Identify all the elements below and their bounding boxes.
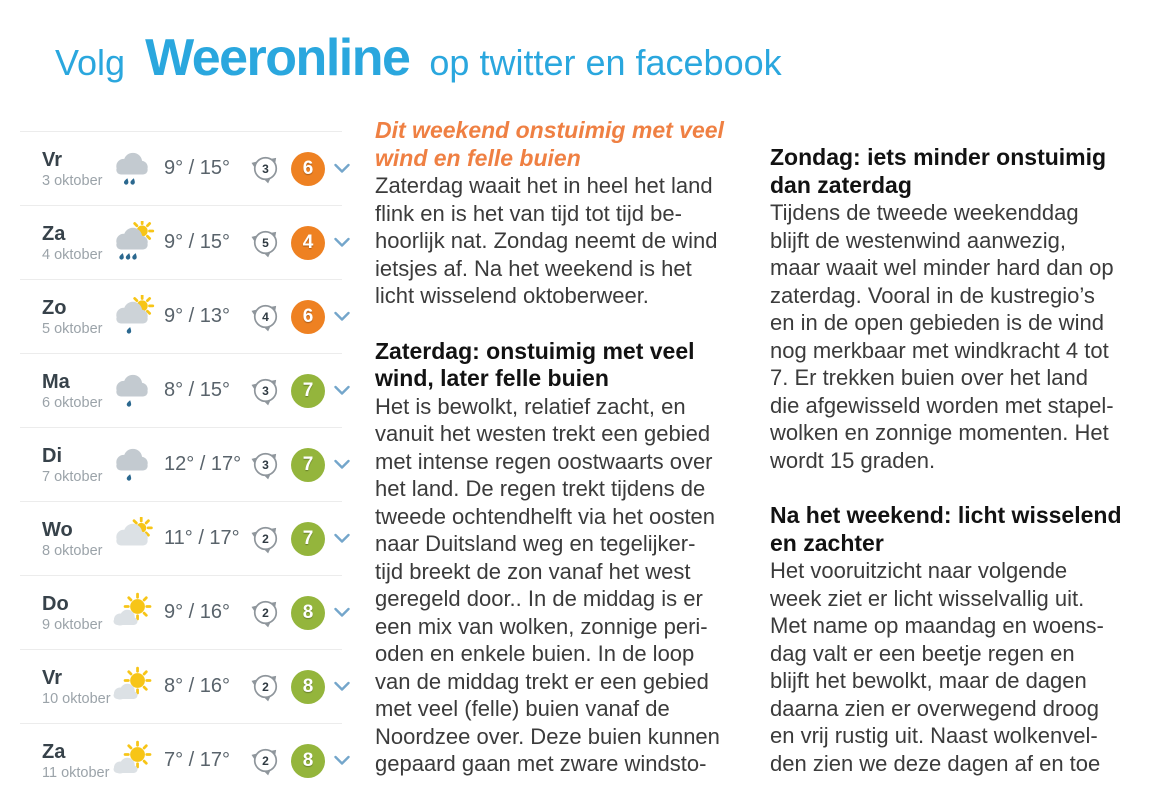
article-text-line: dag valt er een beetje regen en [770,640,1075,666]
forecast-row[interactable] [20,353,342,427]
forecast-row[interactable] [20,501,342,575]
temperature-range: 9° / 15° [164,231,231,253]
article-heading-line: Na het weekend: licht wisselend [770,502,1122,528]
day-date-block [42,519,104,559]
chevron-down-icon[interactable] [334,385,350,396]
wind-force-icon [250,153,281,184]
article-text-line: Noordzee over. Deze buien kunnen [375,723,720,749]
article-text-line: licht wisselend oktoberweer. [375,283,649,308]
article-heading-line: dan zaterdag [770,171,912,198]
svg-text:5: 5 [262,235,269,250]
article-text-line: maar waait wel minder hard dan op [770,255,1114,280]
day-date-block [42,371,104,411]
article-text-line: geregeld door.. In de middag is er [375,586,703,611]
sun-with-cloud-icon [108,665,156,709]
date-label: 5 oktober [42,320,103,337]
cloud-drizzle-icon [108,443,156,487]
article-text-line: nog merkbaar met windkracht 4 tot [770,337,1109,363]
day-label: Ma [42,370,70,393]
day-date-block [42,593,104,633]
chevron-down-icon[interactable] [334,163,350,174]
day-label: Zo [42,296,67,319]
article-heading-line: Dit weekend onstuimig met veel [375,117,724,143]
article-heading-line: en zachter [770,529,884,556]
svg-text:2: 2 [262,753,269,768]
sun-with-cloud-icon [108,591,156,635]
svg-text:2: 2 [262,605,269,620]
forecast-list [20,131,342,797]
day-date-block [42,666,111,707]
article-section [375,338,747,778]
article-text-line: vanuit het westen trekt een gebied [375,421,711,446]
day-label: Wo [42,518,73,541]
date-label: 7 oktober [42,468,103,485]
article-text-line: met intense regen oostwaarts over [375,448,713,474]
forecast-row[interactable] [20,723,342,797]
svg-text:3: 3 [262,457,269,472]
weather-rating-badge: 6 [291,300,325,334]
article-column-weekend [375,117,747,778]
article-text-line: hoorlijk nat. Zondag neemt de wind [375,228,718,253]
rain-cloud-icon [108,147,156,191]
day-label: Za [42,222,66,245]
sun-rain-cloud-icon [108,221,156,265]
day-date-block [42,445,104,485]
chevron-down-icon[interactable] [334,311,350,322]
day-date-block [42,223,104,263]
wind-force-icon [250,449,281,480]
article-text-line: daarna zien er overwegend droog [770,695,1100,721]
day-label: Vr [42,148,63,171]
article-section [375,117,747,310]
page-header [55,28,782,88]
weather-rating-badge: 6 [291,152,325,186]
article-text-line: tijd breekt de zon vanaf het west [375,558,691,584]
forecast-row[interactable] [20,131,342,205]
article-text-line: wolken en zonnige momenten. Het [770,420,1109,445]
article-column-sunday [770,144,1142,777]
article-text-line: Tijdens de tweede weekenddag [770,200,1079,225]
article-heading-line: Zondag: iets minder onstuimig [770,144,1107,170]
article-text-line: blijft het bewolkt, maar de dagen [770,668,1087,693]
article-text-line: zaterdag. Vooral in de kustregio’s [770,282,1095,308]
header-prefix: Volg [55,42,126,83]
date-label: 6 oktober [42,394,103,411]
svg-text:4: 4 [262,309,269,324]
wind-force-icon [250,523,281,554]
chevron-down-icon[interactable] [334,237,350,248]
article-text-line: en vrij rustig uit. Naast wolkenvel- [770,723,1098,748]
temperature-range: 12° / 17° [164,453,242,475]
sun-cloud-drizzle-icon [108,295,156,339]
weather-rating-badge: 8 [291,596,325,630]
weather-rating-badge: 8 [291,670,325,704]
svg-text:2: 2 [262,531,269,546]
article-heading-line: Zaterdag: onstuimig met veel [375,337,695,364]
date-label: 10 oktober [42,690,111,707]
day-date-block [42,740,110,781]
date-label: 4 oktober [42,246,103,263]
chevron-down-icon[interactable] [334,681,350,692]
sun-with-cloud-icon [108,739,156,783]
article-text-line: gepaard gaan met zware windsto- [375,751,707,776]
header-suffix: op twitter en facebook [429,42,782,83]
wind-force-icon [250,375,281,406]
wind-force-icon [250,597,281,628]
article-text-line: wordt 15 graden. [770,447,936,473]
weather-rating-badge: 8 [291,744,325,778]
weather-rating-badge: 7 [291,448,325,482]
article-text-line: die afgewisseld worden met stapel- [770,392,1114,418]
article-heading-line: wind, later felle buien [375,365,609,391]
day-date-block [42,149,104,189]
weeronline-logo[interactable]: Weeronline [145,29,410,87]
weather-rating-badge: 7 [291,522,325,556]
wind-force-icon [250,671,281,702]
article-text-line: flink en is het van tijd tot tijd be- [375,200,682,226]
date-label: 3 oktober [42,172,103,189]
article-text-line: oden en enkele buien. In de loop [375,641,695,666]
article-text-line: den zien we deze dagen af en toe [770,750,1101,776]
date-label: 11 oktober [42,764,110,781]
temperature-range: 11° / 17° [164,527,240,549]
cloud-with-sun-icon [108,517,156,561]
article-text-line: blijft de westenwind aanwezig, [770,227,1066,253]
weather-rating-badge: 4 [291,226,325,260]
chevron-down-icon[interactable] [334,755,350,766]
article-text-line: een mix van wolken, zonnige peri- [375,613,708,639]
article-text-line: ietsjes af. Na het weekend is het [375,255,692,281]
wind-force-icon [250,227,281,258]
temperature-range: 9° / 13° [164,305,231,327]
forecast-row[interactable] [20,575,342,649]
article-section [770,502,1142,777]
article-text-line: het land. De regen trekt tijdens de [375,476,706,501]
date-label: 9 oktober [42,616,103,633]
temperature-range: 9° / 16° [164,601,231,623]
article-text-line: met veel (felle) buien vanaf de [375,696,670,721]
temperature-range: 9° / 15° [164,157,231,179]
article-text-line: Het vooruitzicht naar volgende [770,558,1068,583]
article-text-line: van de middag trekt er een gebied [375,668,709,694]
temperature-range: 7° / 17° [164,749,231,771]
wind-force-icon [250,301,281,332]
article-text-line: Met name op maandag en woens- [770,613,1104,638]
svg-text:3: 3 [262,161,269,176]
weather-rating-badge: 7 [291,374,325,408]
chevron-down-icon[interactable] [334,533,350,544]
cloud-drizzle-icon [108,369,156,413]
temperature-range: 8° / 16° [164,675,231,697]
date-label: 8 oktober [42,542,103,559]
forecast-row[interactable] [20,205,342,279]
article-text-line: en in de open gebieden is de wind [770,310,1104,335]
wind-force-icon [250,745,281,776]
temperature-range: 8° / 15° [164,379,231,401]
svg-text:3: 3 [262,383,269,398]
day-label: Vr [42,666,63,689]
forecast-row[interactable] [20,649,342,723]
article-text-line: Het is bewolkt, relatief zacht, en [375,393,686,419]
chevron-down-icon[interactable] [334,607,350,618]
forecast-row[interactable] [20,427,342,501]
article-text-line: Zaterdag waait het in heel het land [375,173,713,198]
day-date-block [42,297,104,337]
chevron-down-icon[interactable] [334,459,350,470]
article-text-line: 7. Er trekken buien over het land [770,365,1088,390]
article-section [770,144,1142,474]
article-heading-line: wind en felle buien [375,144,581,171]
day-label: Di [42,444,62,467]
day-label: Za [42,740,66,763]
day-label: Do [42,592,69,615]
svg-text:2: 2 [262,679,269,694]
article-text-line: naar Duitsland weg en tegelijker- [375,531,696,556]
forecast-row[interactable] [20,279,342,353]
article-text-line: tweede ochtendhelft via het oosten [375,503,716,529]
article-text-line: week ziet er licht wisselvallig uit. [770,585,1085,611]
